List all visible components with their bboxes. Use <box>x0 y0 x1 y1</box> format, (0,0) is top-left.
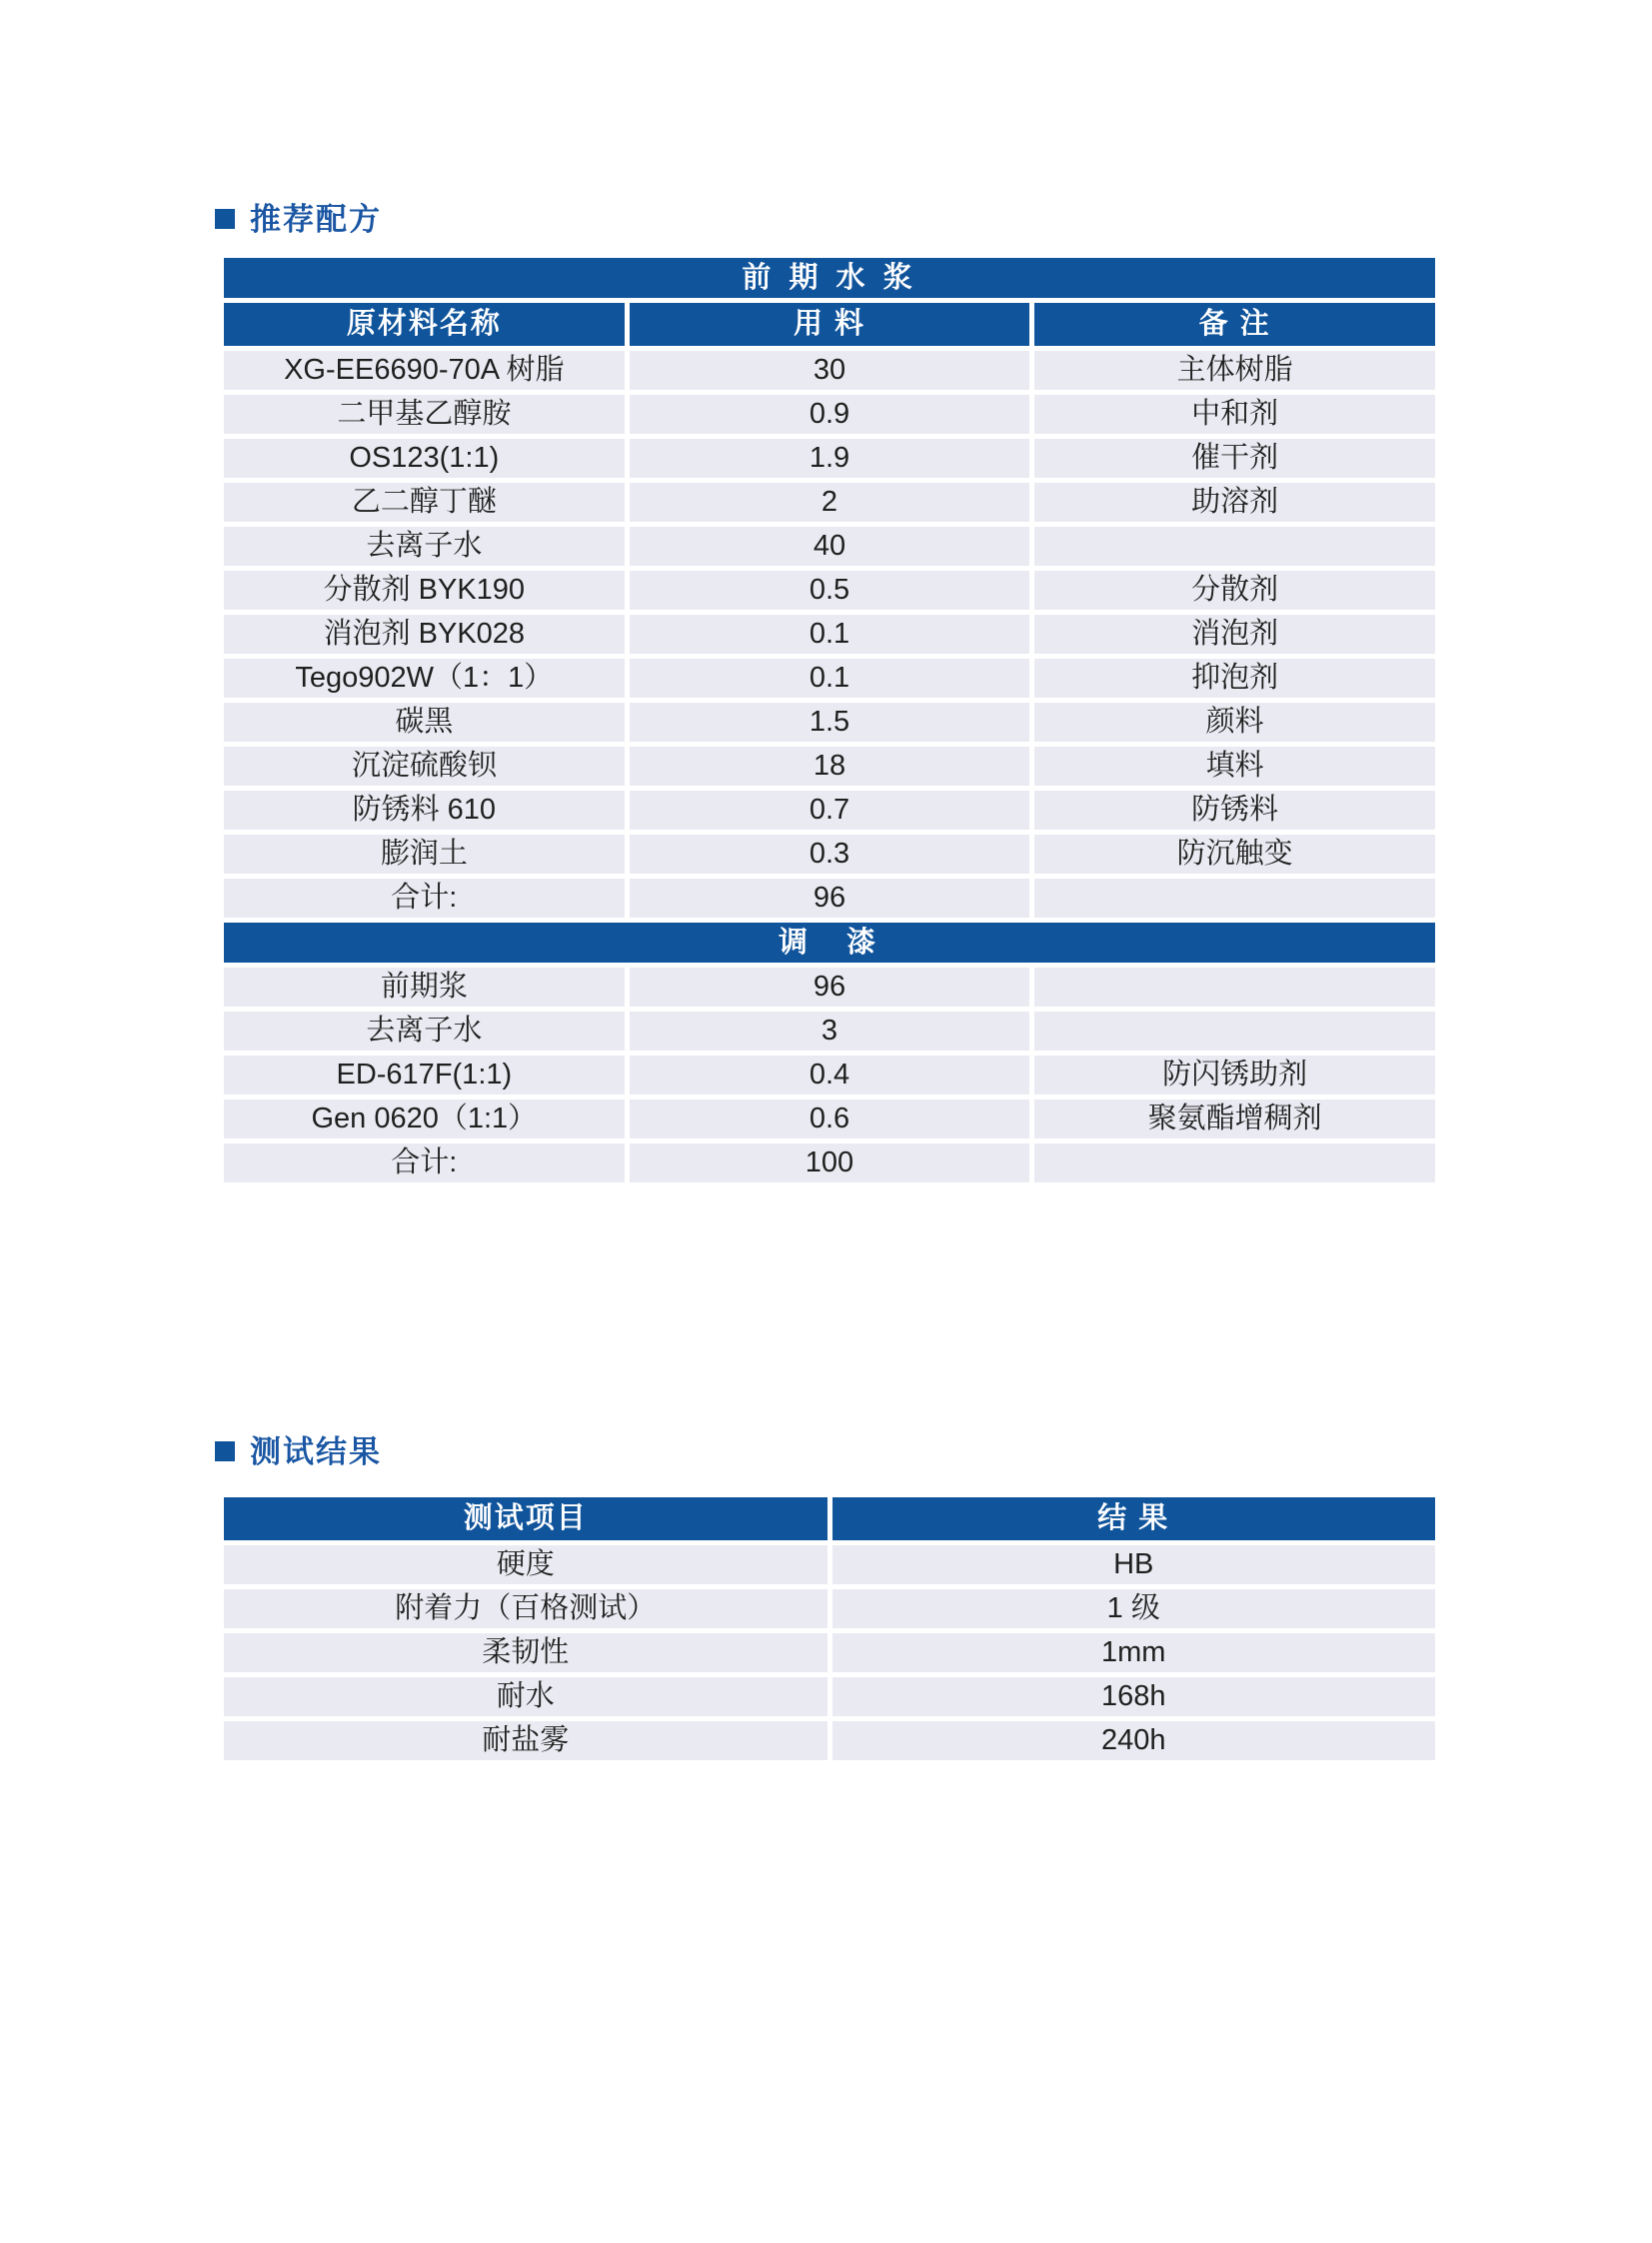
remark-cell: 分散剂 <box>1034 571 1435 610</box>
result-cell: 1mm <box>832 1633 1436 1672</box>
material-cell: XG-EE6690-70A 树脂 <box>224 351 625 390</box>
table-band-premix: 前 期 水 浆 <box>224 258 1435 298</box>
remark-cell: 催干剂 <box>1034 439 1435 478</box>
remark-cell: 中和剂 <box>1034 395 1435 434</box>
remark-cell <box>1034 968 1435 1007</box>
amount-cell: 96 <box>630 879 1030 918</box>
remark-cell: 主体树脂 <box>1034 351 1435 390</box>
test-item-cell: 耐盐雾 <box>224 1721 827 1760</box>
amount-cell: 0.3 <box>630 835 1030 874</box>
amount-cell: 0.1 <box>630 659 1030 698</box>
amount-cell: 1.5 <box>630 703 1030 742</box>
remark-cell <box>1034 1143 1435 1182</box>
test-item-cell: 耐水 <box>224 1677 827 1716</box>
amount-cell: 96 <box>630 968 1030 1007</box>
amount-cell: 2 <box>630 483 1030 522</box>
material-cell: 去离子水 <box>224 527 625 566</box>
material-cell: 乙二醇丁醚 <box>224 483 625 522</box>
section-bullet-icon <box>215 209 235 229</box>
remark-cell: 防闪锈助剂 <box>1034 1056 1435 1095</box>
material-cell: 合计: <box>224 1143 625 1182</box>
remark-cell: 填料 <box>1034 747 1435 786</box>
remark-cell: 颜料 <box>1034 703 1435 742</box>
material-cell: 膨润土 <box>224 835 625 874</box>
test-results-table <box>224 1497 1435 1760</box>
material-cell: 消泡剂 BYK028 <box>224 615 625 654</box>
amount-cell: 18 <box>630 747 1030 786</box>
col-header-result: 结 果 <box>832 1497 1436 1540</box>
amount-cell: 0.5 <box>630 571 1030 610</box>
material-cell: OS123(1:1) <box>224 439 625 478</box>
material-cell: 防锈料 610 <box>224 791 625 830</box>
result-cell: HB <box>832 1545 1436 1584</box>
test-item-cell: 柔韧性 <box>224 1633 827 1672</box>
material-cell: 沉淀硫酸钡 <box>224 747 625 786</box>
material-cell: 二甲基乙醇胺 <box>224 395 625 434</box>
remark-cell: 聚氨酯增稠剂 <box>1034 1100 1435 1138</box>
formula-table <box>224 258 1435 1182</box>
section-title: 推荐配方 <box>250 202 382 237</box>
amount-cell: 0.4 <box>630 1056 1030 1095</box>
col-header-amount: 用 料 <box>630 303 1030 346</box>
material-cell: 前期浆 <box>224 968 625 1007</box>
amount-cell: 100 <box>630 1143 1030 1182</box>
result-cell: 1 级 <box>832 1589 1436 1628</box>
amount-cell: 3 <box>630 1012 1030 1051</box>
remark-cell: 消泡剂 <box>1034 615 1435 654</box>
amount-cell: 0.9 <box>630 395 1030 434</box>
material-cell: Gen 0620（1:1） <box>224 1100 625 1138</box>
remark-cell <box>1034 879 1435 918</box>
remark-cell: 助溶剂 <box>1034 483 1435 522</box>
col-header-test-item: 测试项目 <box>224 1497 827 1540</box>
test-item-cell: 硬度 <box>224 1545 827 1584</box>
amount-cell: 1.9 <box>630 439 1030 478</box>
section-header-formula <box>215 202 382 235</box>
col-header-material: 原材料名称 <box>224 303 625 346</box>
section-header-test-results <box>215 1434 382 1467</box>
remark-cell: 防沉触变 <box>1034 835 1435 874</box>
material-cell: Tego902W（1：1） <box>224 659 625 698</box>
table-band-mixing: 调 漆 <box>224 923 1435 963</box>
remark-cell <box>1034 1012 1435 1051</box>
material-cell: 分散剂 BYK190 <box>224 571 625 610</box>
section-title: 测试结果 <box>250 1434 382 1469</box>
amount-cell: 30 <box>630 351 1030 390</box>
amount-cell: 0.6 <box>630 1100 1030 1138</box>
material-cell: 合计: <box>224 879 625 918</box>
remark-cell: 抑泡剂 <box>1034 659 1435 698</box>
amount-cell: 40 <box>630 527 1030 566</box>
material-cell: 碳黑 <box>224 703 625 742</box>
result-cell: 168h <box>832 1677 1436 1716</box>
material-cell: 去离子水 <box>224 1012 625 1051</box>
amount-cell: 0.1 <box>630 615 1030 654</box>
material-cell: ED-617F(1:1) <box>224 1056 625 1095</box>
result-cell: 240h <box>832 1721 1436 1760</box>
col-header-remark: 备 注 <box>1034 303 1435 346</box>
section-bullet-icon <box>215 1441 235 1461</box>
remark-cell <box>1034 527 1435 566</box>
remark-cell: 防锈料 <box>1034 791 1435 830</box>
amount-cell: 0.7 <box>630 791 1030 830</box>
test-item-cell: 附着力（百格测试） <box>224 1589 827 1628</box>
